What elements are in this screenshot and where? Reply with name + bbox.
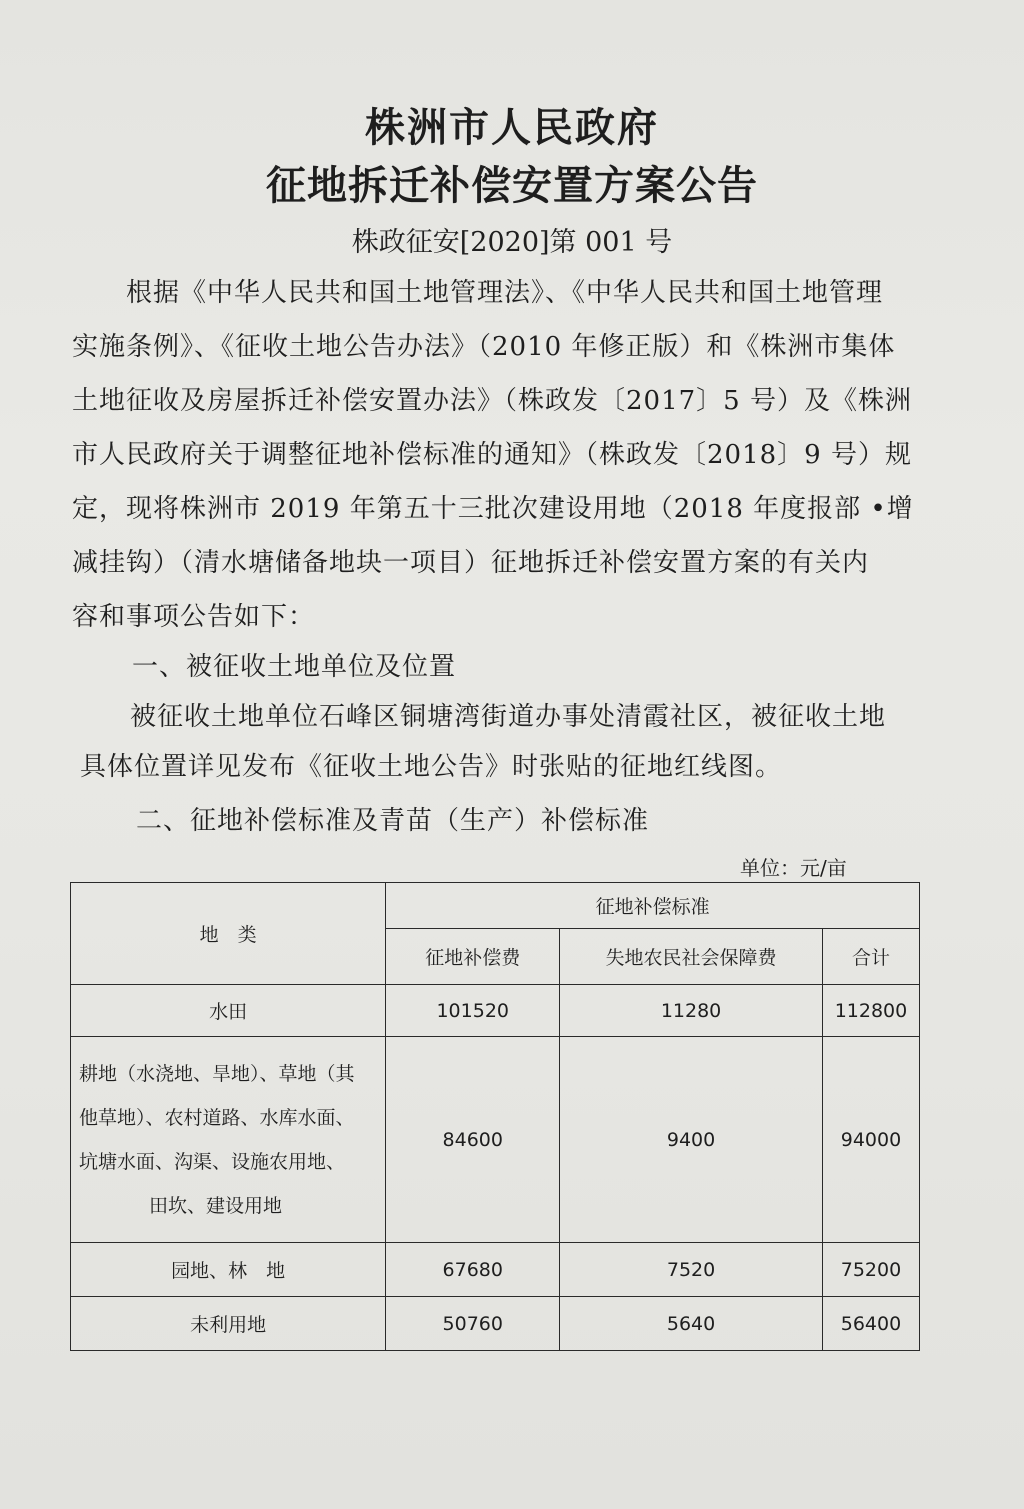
cell-total: 75200 [822,1243,919,1297]
intro-line: 容和事项公告如下： [72,602,316,632]
table-row [71,985,920,1037]
section2-heading: 二、征地补偿标准及青苗（生产）补偿标准 [136,806,650,836]
document-number: 株政征安[2020]第 001 号 [351,227,673,258]
intro-line: 根据《中华人民共和国土地管理法》、《中华人民共和国土地管理 [126,278,884,308]
cell-land-type-line: 他草地）、农村道路、水库水面、 [79,1106,355,1129]
header-col-social: 失地农民社会保障费 [560,929,823,985]
cell-total: 94000 [822,1037,919,1243]
cell-total: 56400 [822,1297,919,1351]
cell-social: 7520 [560,1243,823,1297]
cell-land-type: 园地、林 地 [71,1243,386,1297]
intro-line: 土地征收及房屋拆迁补偿安置办法》（株政发〔2017〕5 号）及《株洲 [72,386,912,416]
table-row [71,1297,920,1351]
cell-social: 9400 [560,1037,823,1243]
compensation-table [70,882,920,1351]
cell-land-type: 未利用地 [71,1297,386,1351]
document-title-line2: 征地拆迁补偿安置方案公告 [266,162,758,209]
header-group: 征地补偿标准 [386,883,920,929]
cell-social: 11280 [560,985,823,1037]
header-land-type: 地 类 [71,883,386,985]
section1-heading: 一、被征收土地单位及位置 [132,652,457,682]
header-col-comp: 征地补偿费 [386,929,560,985]
cell-total: 112800 [822,985,919,1037]
cell-land-type [71,1037,386,1243]
table-row [71,1243,920,1297]
cell-land-type-line: 耕地（水浇地、旱地）、草地（其 [79,1062,355,1085]
intro-line: 定，现将株洲市 2019 年第五十三批次建设用地（2018 年度报部 •增 [72,494,914,524]
cell-social: 5640 [560,1297,823,1351]
table-unit: 单位：元/亩 [740,856,847,880]
intro-line: 减挂钩）（清水塘储备地块一项目）征地拆迁补偿安置方案的有关内 [72,548,870,578]
cell-comp: 50760 [386,1297,560,1351]
section1-line: 具体位置详见发布《征收土地公告》时张贴的征地红线图。 [80,752,783,782]
cell-comp: 101520 [386,985,560,1037]
intro-line: 市人民政府关于调整征地补偿标准的通知》（株政发〔2018〕9 号）规 [72,440,912,470]
cell-comp: 67680 [386,1243,560,1297]
cell-land-type: 水田 [71,985,386,1037]
cell-land-type-line: 坑塘水面、沟渠、设施农用地、 [79,1150,346,1173]
cell-land-type-line: 田坎、建设用地 [149,1194,283,1217]
section1-line: 被征收土地单位石峰区铜塘湾街道办事处清霞社区，被征收土地 [130,702,887,732]
cell-comp: 84600 [386,1037,560,1243]
intro-line: 实施条例》、《征收土地公告办法》（2010 年修正版）和《株洲市集体 [72,332,896,362]
document-title-line1: 株洲市人民政府 [365,104,659,151]
table-header-row [71,883,920,929]
header-col-total: 合计 [822,929,919,985]
table-row [71,1037,920,1243]
